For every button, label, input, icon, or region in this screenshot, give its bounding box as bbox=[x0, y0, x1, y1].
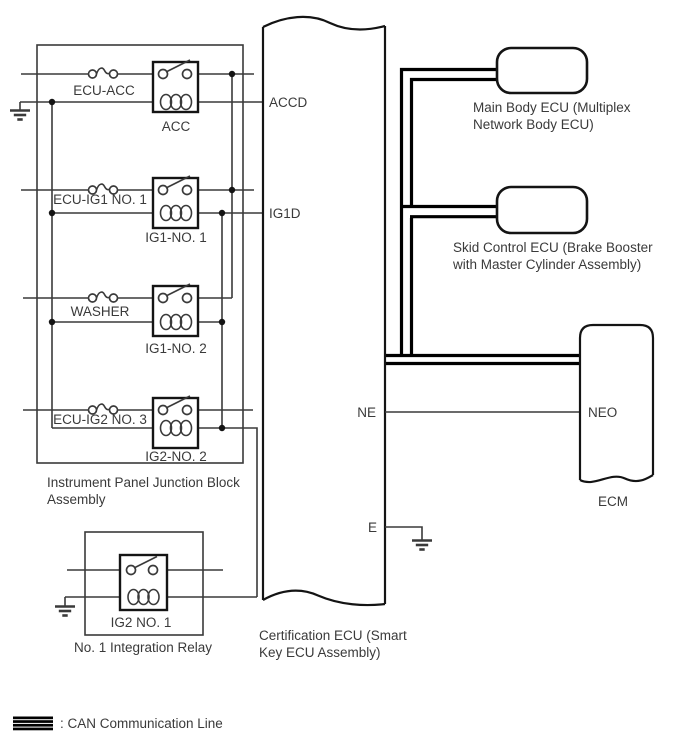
terminal-ne: NE bbox=[357, 405, 376, 420]
can-legend-label: : CAN Communication Line bbox=[60, 716, 223, 731]
junction-dot bbox=[229, 71, 235, 77]
integration-relay-label: No. 1 Integration Relay bbox=[73, 640, 213, 655]
main-body-ecu-label-line1: Main Body ECU (Multiplex bbox=[473, 100, 631, 115]
fuse-label-washer: WASHER bbox=[70, 304, 130, 319]
junction-block-label-line1: Instrument Panel Junction Block bbox=[47, 475, 240, 490]
skid-control-ecu-box bbox=[497, 187, 587, 233]
main-body-ecu-box bbox=[497, 48, 587, 93]
relay-box-ig1-no2 bbox=[153, 286, 198, 336]
certification-ecu-label-line1: Certification ECU (Smart bbox=[259, 628, 407, 643]
junction-dot bbox=[49, 99, 55, 105]
junction-dot bbox=[49, 319, 55, 325]
junction-dot bbox=[219, 319, 225, 325]
relay-label-ig2-no1: IG2 NO. 1 bbox=[110, 615, 172, 630]
relay-label-ig2-no2: IG2-NO. 2 bbox=[145, 449, 207, 464]
main-body-ecu-label-line2: Network Body ECU) bbox=[473, 117, 594, 132]
relay-label-acc: ACC bbox=[161, 119, 191, 134]
relay-label-ig1-no2: IG1-NO. 2 bbox=[145, 341, 207, 356]
junction-dot bbox=[49, 210, 55, 216]
fuse-label-ecu-ig1-no1: ECU-IG1 NO. 1 bbox=[53, 192, 147, 207]
fuse-label-ecu-ig2-no3: ECU-IG2 NO. 3 bbox=[53, 412, 147, 427]
junction-dot bbox=[219, 425, 225, 431]
junction-dot bbox=[219, 210, 225, 216]
fuse-label-ecu-acc: ECU-ACC bbox=[73, 83, 135, 98]
terminal-ig1d: IG1D bbox=[269, 206, 301, 221]
skid-control-ecu-label-line1: Skid Control ECU (Brake Booster bbox=[453, 240, 653, 255]
junction-dot bbox=[229, 187, 235, 193]
terminal-e: E bbox=[367, 520, 377, 535]
ecm-label: ECM bbox=[598, 494, 628, 509]
skid-control-ecu-label-line2: with Master Cylinder Assembly) bbox=[453, 257, 642, 272]
junction-block-label-line2: Assembly bbox=[47, 492, 106, 507]
certification-ecu-label-line2: Key ECU Assembly) bbox=[259, 645, 381, 660]
terminal-accd: ACCD bbox=[269, 95, 308, 110]
relay-box-ig2-no2 bbox=[153, 398, 198, 448]
terminal-neo: NEO bbox=[588, 405, 618, 420]
relay-label-ig1-no1: IG1-NO. 1 bbox=[145, 230, 207, 245]
